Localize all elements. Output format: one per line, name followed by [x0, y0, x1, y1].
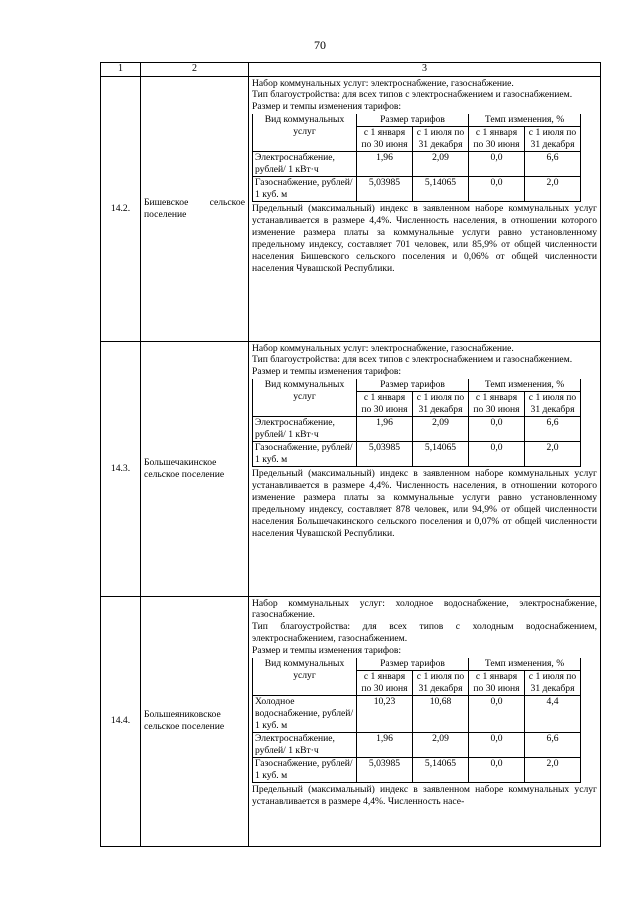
tariff-header-row: [253, 114, 581, 126]
tariff-service: Электроснабжение, рублей/ 1 кВт·ч: [253, 733, 357, 758]
period-jul-dec: с 1 июля по 31 декабря: [413, 671, 469, 696]
tariff-rate-jul-dec: 6,6: [525, 733, 581, 758]
tariff-size-jan-jun: 5,03985: [357, 442, 413, 467]
tariff-col-kind: Вид коммунальных услуг: [253, 114, 357, 151]
tariff-size-jan-jun: 10,23: [357, 696, 413, 733]
period-jul-dec: с 1 июля по 31 декабря: [525, 127, 581, 152]
tariff-col-rate: Темп изменения, %: [469, 658, 581, 670]
tariff-rate-jul-dec: 6,6: [525, 417, 581, 442]
tariff-header-row: [253, 379, 581, 391]
index-footer-text: Предельный (максимальный) индекс в заявленном наборе коммунальных услуг устанавливается в размере 4,4%. Численность насе-: [252, 784, 597, 808]
settlement-name: Бишевское сельское поселение: [141, 76, 249, 341]
index-footer-text: Предельный (максимальный) индекс в заявленном наборе коммунальных услуг устанавливается в размере 4,4%. Численность населения, в отношении которого изменение размера платы за коммунальные услуги равно установленному предельному индексу, составляет 878 человек, или 94,9% от общей численности населения Большечакинского сельского поселения и 0,07% от общей численности населения Чувашской Республики.: [252, 468, 597, 540]
tariff-size-jul-dec: 2,09: [413, 417, 469, 442]
column-header-3: 3: [249, 63, 601, 77]
tariff-size-jan-jun: 1,96: [357, 152, 413, 177]
tariff-col-rate: Темп изменения, %: [469, 379, 581, 391]
tariff-heading: Размер и темпы изменения тарифов:: [252, 101, 402, 113]
tariff-size-jan-jun: 5,03985: [357, 758, 413, 783]
tariff-row: [253, 152, 581, 177]
tariff-heading: Размер и темпы изменения тарифов:: [252, 366, 402, 378]
tariff-col-size: Размер тарифов: [357, 114, 469, 126]
tariff-col-rate: Темп изменения, %: [469, 114, 581, 126]
tariff-size-jul-dec: 5,14065: [413, 758, 469, 783]
amenity-text: Тип благоустройства: для всех типов с холодным водоснабжением, электроснабжением, газоснабжением.: [252, 621, 597, 645]
tariff-row: [253, 417, 581, 442]
tariff-row: [253, 177, 581, 202]
period-jul-dec: с 1 июля по 31 декабря: [525, 392, 581, 417]
tariff-col-kind: Вид коммунальных услуг: [253, 379, 357, 416]
tariff-rate-jul-dec: 6,6: [525, 152, 581, 177]
amenity-text: Тип благоустройства: для всех типов с электроснабжением и газоснабжением.: [252, 89, 573, 101]
tariff-heading: Размер и темпы изменения тарифов:: [252, 645, 402, 657]
index-footer-text: Предельный (максимальный) индекс в заявленном наборе коммунальных услуг устанавливается в размере 4,4%. Численность населения, в отношении которого изменение размера платы за коммунальные услуги равно установленному предельному индексу, составляет 701 человек, или 85,9% от общей численности населения Бишевского сельского поселения и 0,06% от общей численности населения Чувашской Республики.: [252, 203, 597, 275]
settlement-name: Большечакинское сельское поселение: [141, 341, 249, 596]
tariff-rate-jul-dec: 2,0: [525, 177, 581, 202]
settlement-details: [249, 76, 601, 341]
tariff-service: Газоснабжение, рублей/ 1 куб. м: [253, 177, 357, 202]
tariff-size-jul-dec: 5,14065: [413, 177, 469, 202]
column-header-row: [101, 63, 601, 77]
column-header-1: 1: [101, 63, 141, 77]
tariff-row: [253, 733, 581, 758]
services-text: Набор коммунальных услуг: электроснабжение, газоснабжение.: [252, 77, 514, 89]
tariff-table: [252, 658, 581, 783]
period-jan-jun: с 1 января по 30 июня: [469, 392, 525, 417]
period-jan-jun: с 1 января по 30 июня: [469, 127, 525, 152]
tariff-size-jan-jun: 1,96: [357, 417, 413, 442]
page-number: 70: [314, 38, 326, 52]
settlements-table: [100, 62, 601, 847]
tariff-rate-jan-jun: 0,0: [469, 696, 525, 733]
settlement-row: [101, 596, 601, 846]
tariff-rate-jul-dec: 2,0: [525, 442, 581, 467]
tariff-size-jan-jun: 1,96: [357, 733, 413, 758]
tariff-service: Электроснабжение, рублей/ 1 кВт·ч: [253, 417, 357, 442]
tariff-col-kind: Вид коммунальных услуг: [253, 658, 357, 695]
tariff-rate-jan-jun: 0,0: [469, 733, 525, 758]
tariff-rate-jan-jun: 0,0: [469, 417, 525, 442]
tariff-service: Холодное водоснабжение, рублей/ 1 куб. м: [253, 696, 357, 733]
row-number: 14.4.: [101, 596, 141, 846]
tariff-size-jul-dec: 2,09: [413, 152, 469, 177]
period-jan-jun: с 1 января по 30 июня: [469, 671, 525, 696]
tariff-table: [252, 379, 581, 467]
settlement-row: [101, 341, 601, 596]
row-number: 14.3.: [101, 341, 141, 596]
tariff-col-size: Размер тарифов: [357, 379, 469, 391]
tariff-row: [253, 442, 581, 467]
tariff-rate-jul-dec: 2,0: [525, 758, 581, 783]
period-jan-jun: с 1 января по 30 июня: [357, 392, 413, 417]
tariff-service: Газоснабжение, рублей/ 1 куб. м: [253, 442, 357, 467]
tariff-rate-jul-dec: 4,4: [525, 696, 581, 733]
column-header-2: 2: [141, 63, 249, 77]
services-text: Набор коммунальных услуг: холодное водоснабжение, электроснабжение, газоснабжение.: [252, 597, 597, 621]
period-jul-dec: с 1 июля по 31 декабря: [525, 671, 581, 696]
settlement-details: [249, 596, 601, 846]
period-jan-jun: с 1 января по 30 июня: [357, 671, 413, 696]
tariff-size-jul-dec: 10,68: [413, 696, 469, 733]
tariff-service: Электроснабжение, рублей/ 1 кВт·ч: [253, 152, 357, 177]
tariff-row: [253, 696, 581, 733]
tariff-table: [252, 114, 581, 202]
tariff-size-jul-dec: 2,09: [413, 733, 469, 758]
tariff-rate-jan-jun: 0,0: [469, 152, 525, 177]
tariff-rate-jan-jun: 0,0: [469, 758, 525, 783]
services-text: Набор коммунальных услуг: электроснабжение, газоснабжение.: [252, 342, 514, 354]
settlement-name: Большеяниковское сельское поселение: [141, 596, 249, 846]
tariff-col-size: Размер тарифов: [357, 658, 469, 670]
settlement-row: [101, 76, 601, 341]
tariff-service: Газоснабжение, рублей/ 1 куб. м: [253, 758, 357, 783]
tariff-size-jan-jun: 5,03985: [357, 177, 413, 202]
period-jan-jun: с 1 января по 30 июня: [357, 127, 413, 152]
tariff-row: [253, 758, 581, 783]
amenity-text: Тип благоустройства: для всех типов с электроснабжением и газоснабжением.: [252, 354, 573, 366]
settlement-details: [249, 341, 601, 596]
tariff-rate-jan-jun: 0,0: [469, 177, 525, 202]
period-jul-dec: с 1 июля по 31 декабря: [413, 392, 469, 417]
tariff-size-jul-dec: 5,14065: [413, 442, 469, 467]
tariff-rate-jan-jun: 0,0: [469, 442, 525, 467]
period-jul-dec: с 1 июля по 31 декабря: [413, 127, 469, 152]
tariff-header-row: [253, 658, 581, 670]
row-number: 14.2.: [101, 76, 141, 341]
